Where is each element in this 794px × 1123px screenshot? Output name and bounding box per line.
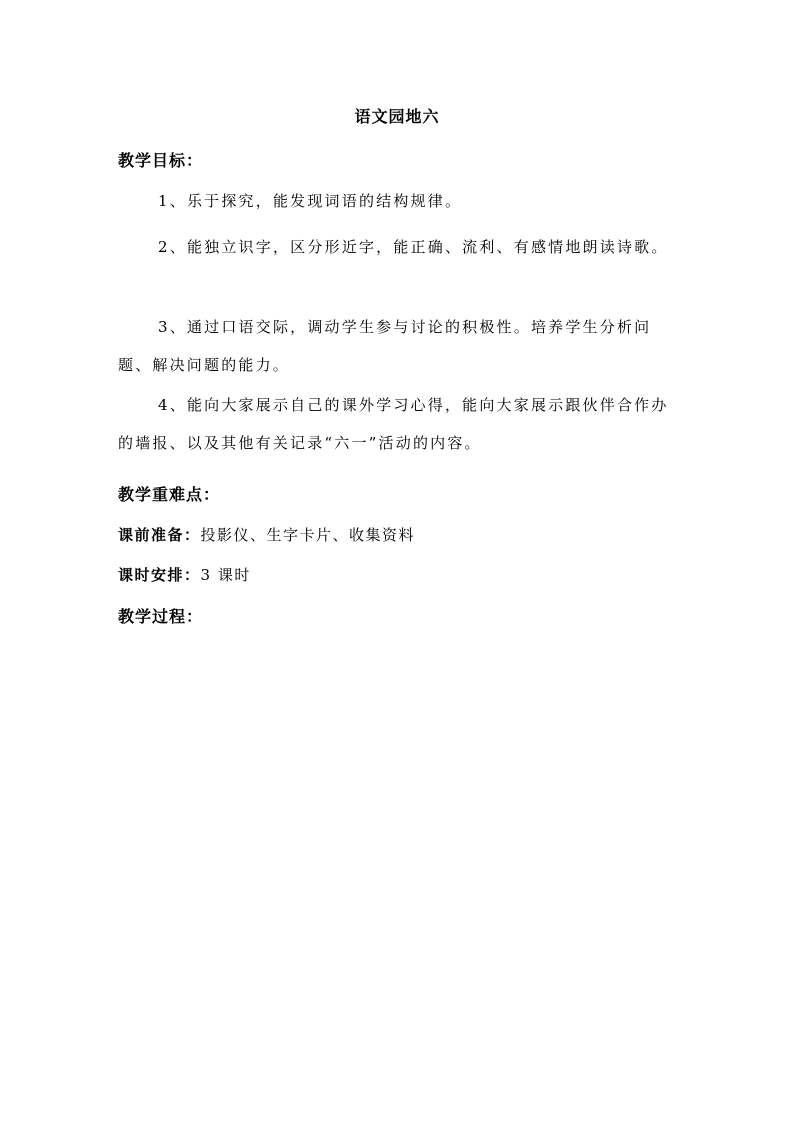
objective-item-1: 1、乐于探究，能发现词语的结构规律。 <box>158 192 463 210</box>
key-points-heading: 教学重难点： <box>118 485 221 504</box>
page-title: 语文园地六 <box>354 107 440 126</box>
objectives-heading: 教学目标： <box>118 151 204 170</box>
preparation-label: 课前准备： <box>118 526 201 544</box>
schedule-value: 3 课时 <box>200 566 251 584</box>
schedule-label: 课时安排： <box>118 566 201 584</box>
preparation-value: 投影仪、生字卡片、收集资料 <box>200 526 416 544</box>
objective-item-3: 3、通过口语交际，调动学生参与讨论的积极性。培养学生分析问题、解决问题的能力。 <box>118 318 652 374</box>
schedule-row <box>118 562 251 588</box>
process-heading: 教学过程： <box>118 607 204 626</box>
objective-item-2: 2、能独立识字，区分形近字，能正确、流利、有感情地朗读诗歌。 <box>158 238 669 256</box>
objective-item-4: 4、能向大家展示自己的课外学习心得，能向大家展示跟伙伴合作办的墙报、以及其他有关记录“六一”活动的内容。 <box>118 396 669 452</box>
preparation-row <box>118 522 415 548</box>
